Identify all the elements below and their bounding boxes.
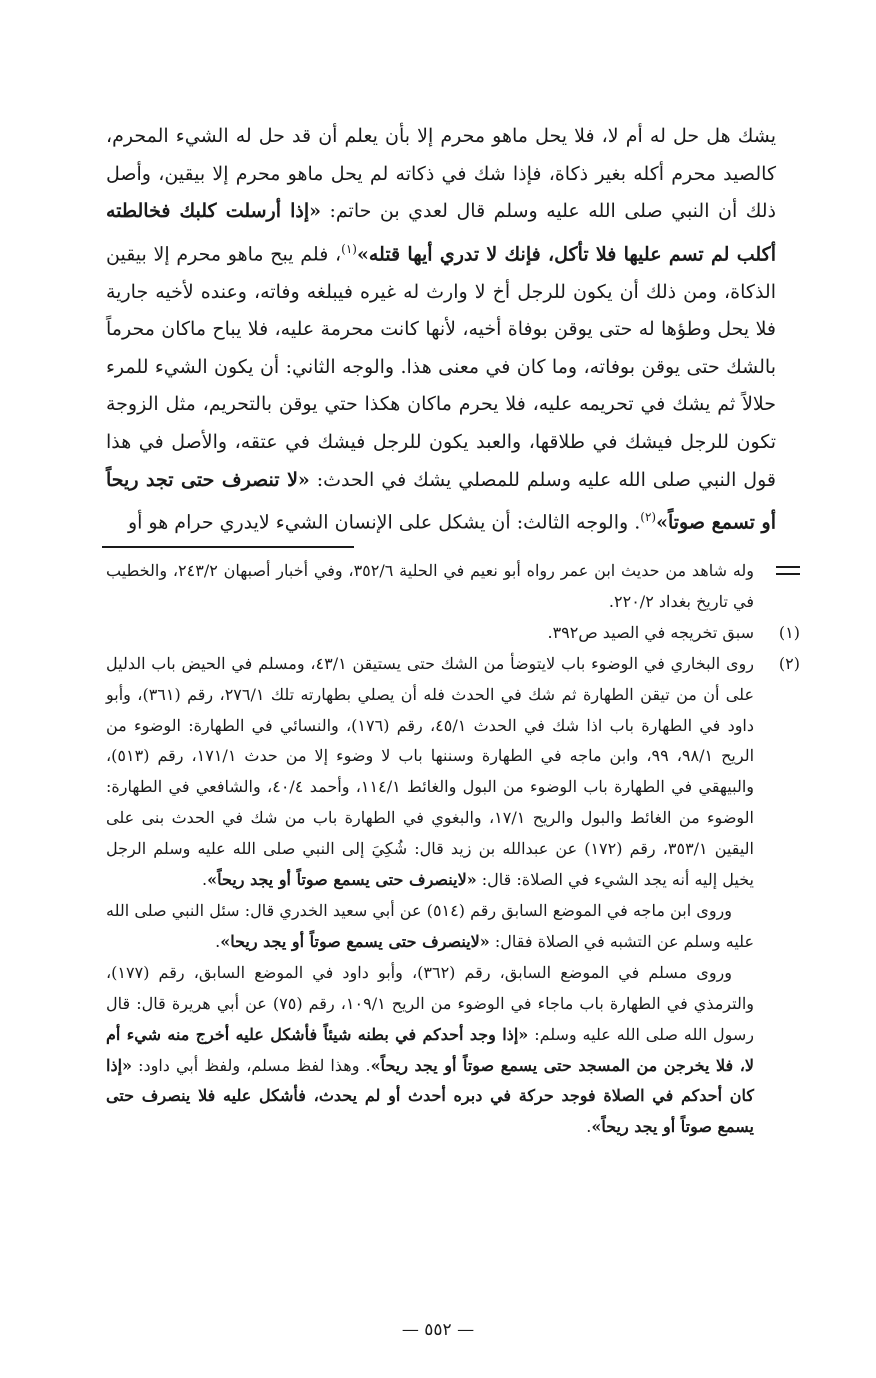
footnotes-section bbox=[106, 556, 800, 1143]
footnote-2-number: (٢) bbox=[778, 653, 800, 673]
footnote-continuation bbox=[106, 556, 800, 618]
hadith-quote-1: «إذا أرسلت كلبك فخالطته أكلب لم تسم عليها فلا تأكل، فإنك لا تدري أيها قتله» bbox=[106, 200, 776, 266]
footnote-2-paragraph-1 bbox=[106, 649, 754, 896]
main-text-part-2: ، فلم يبح ماهو محرم إلا بيقين الذكاة، ومن ذلك أن يكون للرجل أخ لا وارث له غيره فيبلغه وفاته، وعنده لأخيه جارية فلا يحل وطؤها له حتى يوقن بوفاة أخيه، لأنها كانت محرمة عليه، فلا يباح ماكان محرماً بالشك حتى يوقن بوفاته، وما كان في معنى هذا. والوجه الثاني: أن يكون الشيء للمرء حلالاً ثم يشك في تحريمه عليه، فلا يحرم ماكان هكذا حتي يوقن بالتحريم، مثل الزوجة تكون للرجل فيشك في طلاقها، والعبد يكون للرجل فيشك في عتقه، والأصل في هذا قول النبي صلى الله عليه وسلم للمصلي يشك في الحدث: bbox=[106, 243, 776, 491]
footnote-continuation-text: وله شاهد من حديث ابن عمر رواه أبو نعيم في الحلية ٣٥٢/٦، وفي أخبار أصبهان ٢٤٣/٢، والخطيب في تاريخ بغداد ٢٢٠/٢. bbox=[106, 561, 754, 611]
footnote-1-text: سبق تخريجه في الصيد ص٣٩٢. bbox=[547, 622, 754, 642]
fn2-p2-text: وروى ابن ماجه في الموضع السابق رقم (٥١٤) عن أبي سعيد الخدري قال: سئل النبي صلى الله عليه وسلم عن التشبه في الصلاة فقال: bbox=[106, 900, 754, 951]
fn2-p3-text: وروى مسلم في الموضع السابق، رقم (٣٦٢)، وأبو داود في الموضع السابق، رقم (١٧٧)، والترمذي في الطهارة باب ماجاء في الوضوء من الريح ١٠٩/١، رقم (٧٥) عن أبي هريرة قال: قال رسول الله صلى الله عليه وسلم: bbox=[106, 962, 754, 1044]
footnote-separator bbox=[102, 546, 354, 548]
page-number: — ٥٥٢ — bbox=[401, 1320, 475, 1340]
footnote-1-number: (١) bbox=[778, 622, 800, 642]
fn2-p2-quote: «لاينصرف حتى يسمع صوتاً أو يجد ريحا» bbox=[220, 931, 490, 951]
footnote-2-paragraph-2 bbox=[106, 896, 754, 958]
footnote-ref-1[interactable]: (١) bbox=[341, 241, 357, 256]
main-paragraph bbox=[106, 118, 776, 542]
fn2-p1-text: روى البخاري في الوضوء باب لايتوضأ من الشك حتى يستيقن ٤٣/١، ومسلم في الحيض باب الدليل على أن من تيقن الطهارة ثم شك في الحدث فله أن يصلي بطهارته تلك ٢٧٦/١، رقم (٣٦١)، وأبو داود في الطهارة باب اذا شك في الحدث ٤٥/١، رقم (١٧٦)، والنسائي في الطهارة: الوضوء من الريح ٩٨/١، ٩٩، وابن ماجه في الطهارة وسننها باب لا وضوء إلا من حدث ١٧١/١، رقم (٥١٣)، والبيهقي في الطهارة باب الوضوء من البول والغائط ١١٤/١، وأحمد ٤٠/٤، والشافعي في الطهارة: الوضوء من الغائط والبول والريح ١٧/١، والبغوي في الطهارة باب من شك في الحدث بنى على اليقين ٣٥٣/١، رقم (١٧٢) عن عبدالله بن زيد قال: شُكِيَ إلى النبي صلى الله عليه وسلم الرجل يخيل إليه أنه يجد الشيء في الصلاة: قال: bbox=[106, 653, 755, 890]
main-text-part-3: . والوجه الثالث: أن يشكل على الإنسان الشيء لايدري حرام هو أو bbox=[127, 511, 641, 534]
fn2-p3-end: . bbox=[586, 1117, 592, 1137]
fn2-p1-end: . bbox=[202, 870, 208, 890]
fn2-p3-quote-2: «إذا كان أحدكم في الصلاة فوجد حركة في دبره أحدث أو لم يحدث، فأشكل عليه فلا ينصرف حتى يسمع صوتاً أو يجد ريحاً» bbox=[106, 1055, 754, 1137]
hadith-quote-2: «لا تنصرف حتى تجد ريحاً أو تسمع صوتاً» bbox=[106, 468, 776, 534]
fn2-p1-quote: «لاينصرف حتى يسمع صوتاً أو يجد ريحاً» bbox=[207, 870, 477, 890]
main-text-part-1: يشك هل حل له أم لا، فلا يحل ماهو محرم إلا بأن يعلم أن قد حل له الشيء المحرم، كالصيد محرم أكله بغير ذكاة، فإذا شك في ذكاته لم يحل ماهو محرم إلا بيقين، وأصل ذلك أن النبي صلى الله عليه وسلم قال لعدي بن حاتم: bbox=[106, 125, 776, 223]
footnote-ref-2[interactable]: (٢) bbox=[640, 510, 657, 525]
footnote-2-paragraph-3 bbox=[106, 958, 754, 1143]
footnote-1 bbox=[106, 618, 800, 649]
footnote-2 bbox=[106, 649, 800, 1144]
main-text bbox=[106, 118, 776, 542]
fn2-p2-end: . bbox=[215, 931, 221, 951]
fn2-p3-quote: «إذا وجد أحدكم في بطنه شيئاً فأشكل عليه أخرج منه شيء أم لا، فلا يخرجن من المسجد حتى يسمع صوتاً أو يجد ريحاً» bbox=[106, 1024, 755, 1075]
fn2-p3-mid: . وهذا لفظ مسلم، ولفظ أبي داود: bbox=[132, 1055, 371, 1075]
